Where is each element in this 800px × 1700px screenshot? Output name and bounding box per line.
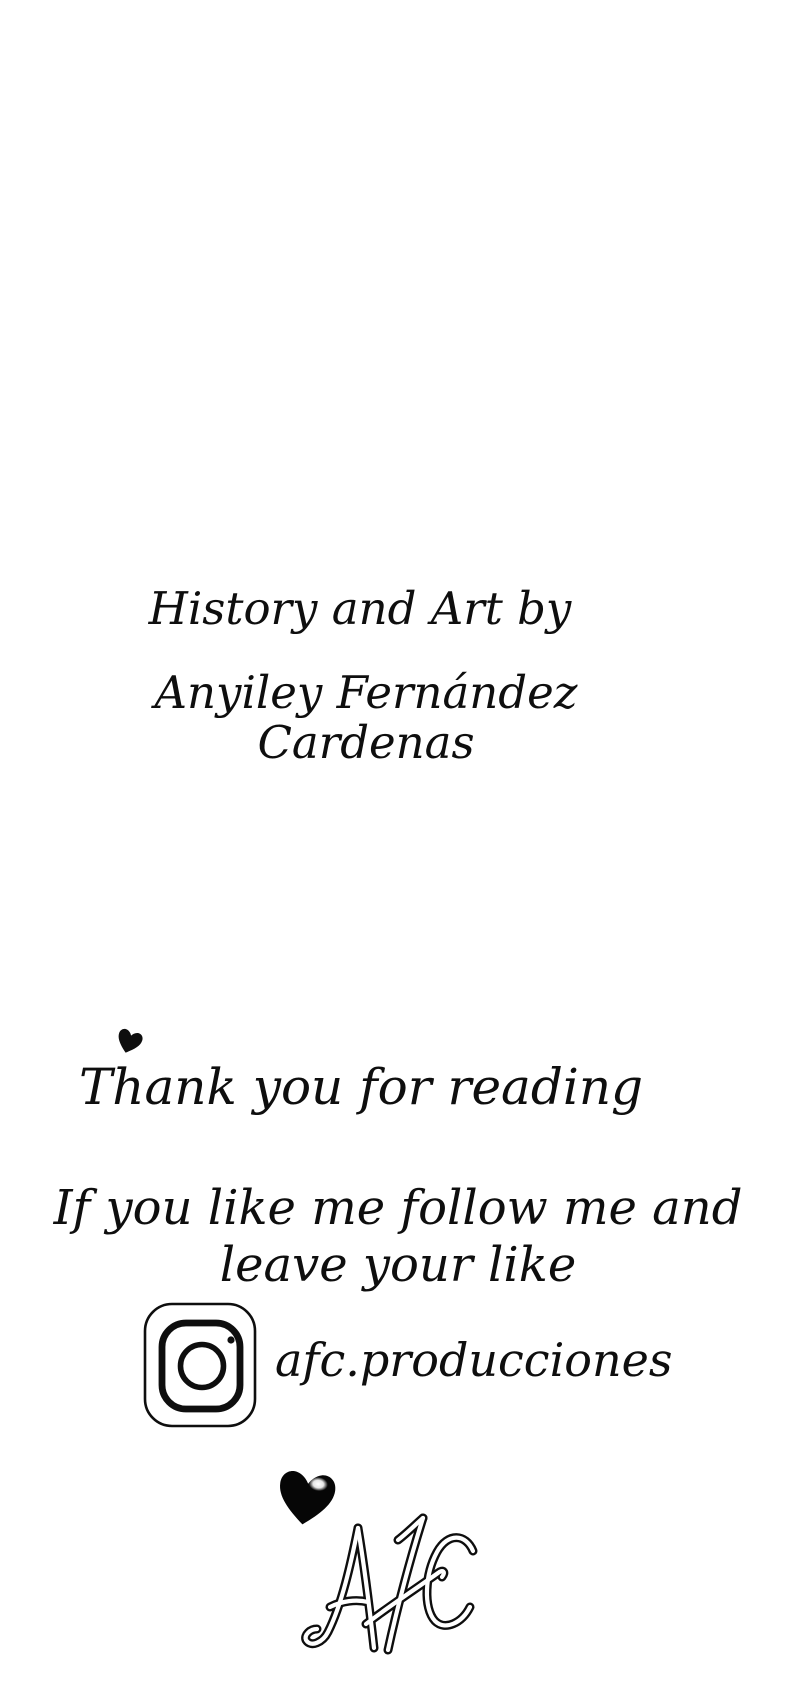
instagram-icon[interactable]: [143, 1302, 257, 1428]
author-name-line2: Cardenas: [257, 716, 475, 769]
author-name: [6, 668, 726, 768]
follow-request-line1: If you like me follow me and: [53, 1180, 743, 1236]
follow-request: [0, 1180, 796, 1294]
credits-role-line: History and Art by: [148, 582, 572, 635]
instagram-handle[interactable]: afc.producciones: [275, 1333, 673, 1387]
follow-request-line2: leave your like: [219, 1237, 577, 1293]
instagram-handle-row[interactable]: [143, 1302, 672, 1428]
afc-logo: [296, 1508, 492, 1660]
author-name-line1: Anyiley Fernández: [154, 666, 578, 719]
small-heart-icon: [111, 1024, 146, 1059]
thank-you-message: Thank you for reading: [78, 1058, 644, 1116]
